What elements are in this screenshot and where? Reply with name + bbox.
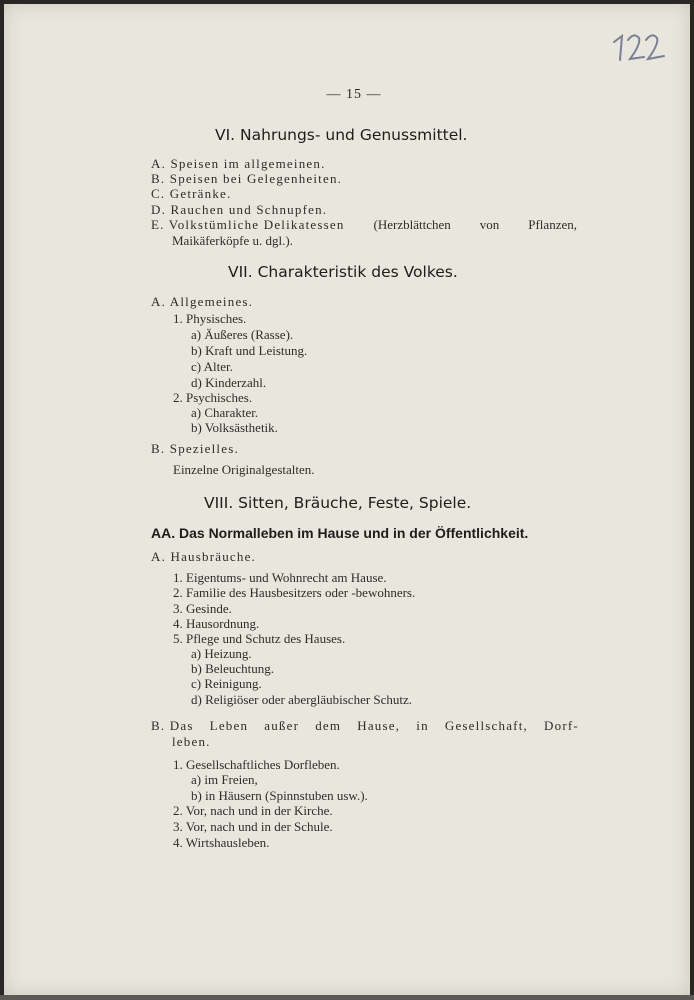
list-item-b-word: dem (315, 718, 342, 733)
document-page (4, 4, 690, 995)
list-item-e-word: von (479, 217, 500, 232)
list-item-b-word: außer (264, 718, 300, 733)
list-item: B. Spezielles. (151, 441, 239, 456)
list-item: Einzelne Originalgestalten. (173, 462, 315, 477)
list-item: A. Speisen im allgemeinen. (151, 156, 326, 171)
list-item: 2. Vor, nach und in der Kirche. (173, 803, 333, 818)
page-number: — 15 — (326, 87, 382, 102)
section-heading-vii: VII. Charakteristik des Volkes. (228, 263, 458, 281)
list-item: C. Getränke. (151, 186, 232, 201)
list-item: 5. Pflege und Schutz des Hauses. (173, 631, 346, 646)
list-item-b-word: Gesellschaft, (444, 718, 528, 733)
list-item-e-word: Pflanzen, (528, 217, 577, 232)
list-item: A. Hausbräuche. (151, 549, 256, 564)
section-heading-viii: VIII. Sitten, Bräuche, Feste, Spiele. (204, 494, 472, 512)
list-item: c) Alter. (191, 359, 233, 374)
list-item: a) im Freien, (191, 772, 258, 787)
list-item: a) Charakter. (191, 405, 259, 420)
list-item-b-word: in (416, 718, 429, 733)
list-item: 1. Gesellschaftliches Dorfleben. (173, 757, 340, 772)
list-item-b-word: Leben (209, 718, 249, 733)
section-heading-vi: VI. Nahrungs- und Genussmittel. (215, 126, 468, 144)
list-item: a) Heizung. (191, 646, 252, 661)
handwritten-page-number (610, 26, 670, 66)
list-item-continuation: leben. (172, 734, 211, 749)
list-item: 1. Physisches. (173, 311, 247, 326)
list-item: 2. Familie des Hausbesitzers oder -bewohners. (173, 585, 416, 600)
list-item-e (151, 217, 577, 232)
list-item: B. Speisen bei Gelegenheiten. (151, 171, 343, 186)
list-item: 3. Vor, nach und in der Schule. (173, 819, 333, 834)
list-item: a) Äußeres (Rasse). (191, 327, 294, 342)
scan-border (0, 995, 694, 1000)
subsection-heading-aa: AA. Das Normalleben im Hause und in der Öffentlichkeit. (151, 525, 529, 541)
list-item: d) Religiöser oder abergläubischer Schutz. (191, 692, 413, 707)
list-item: D. Rauchen und Schnupfen. (151, 202, 328, 217)
list-item: A. Allgemeines. (151, 294, 254, 309)
list-item-e-word: E. Volkstümliche Delikatessen (151, 217, 345, 232)
list-item: 1. Eigentums- und Wohnrecht am Hause. (173, 570, 387, 585)
list-item: b) Beleuchtung. (191, 661, 275, 676)
list-item: 4. Wirtshausleben. (173, 835, 270, 850)
list-item: 3. Gesinde. (173, 601, 232, 616)
list-item-e-word: (Herzblättchen (373, 217, 451, 232)
list-item: d) Kinderzahl. (191, 375, 267, 390)
list-item: c) Reinigung. (191, 676, 262, 691)
list-item: b) in Häusern (Spinnstuben usw.). (191, 788, 368, 803)
list-item-continuation: Maikäferköpfe u. dgl.). (172, 233, 293, 248)
list-item-b-word: B. Das (151, 718, 194, 733)
list-item-b-word: Dorf- (544, 718, 579, 733)
list-item-b-word: Hause, (357, 718, 401, 733)
list-item: b) Kraft und Leistung. (191, 343, 308, 358)
list-item: b) Volksästhetik. (191, 420, 278, 435)
list-item-b (151, 718, 579, 733)
list-item: 2. Psychisches. (173, 390, 253, 405)
list-item: 4. Hausordnung. (173, 616, 260, 631)
